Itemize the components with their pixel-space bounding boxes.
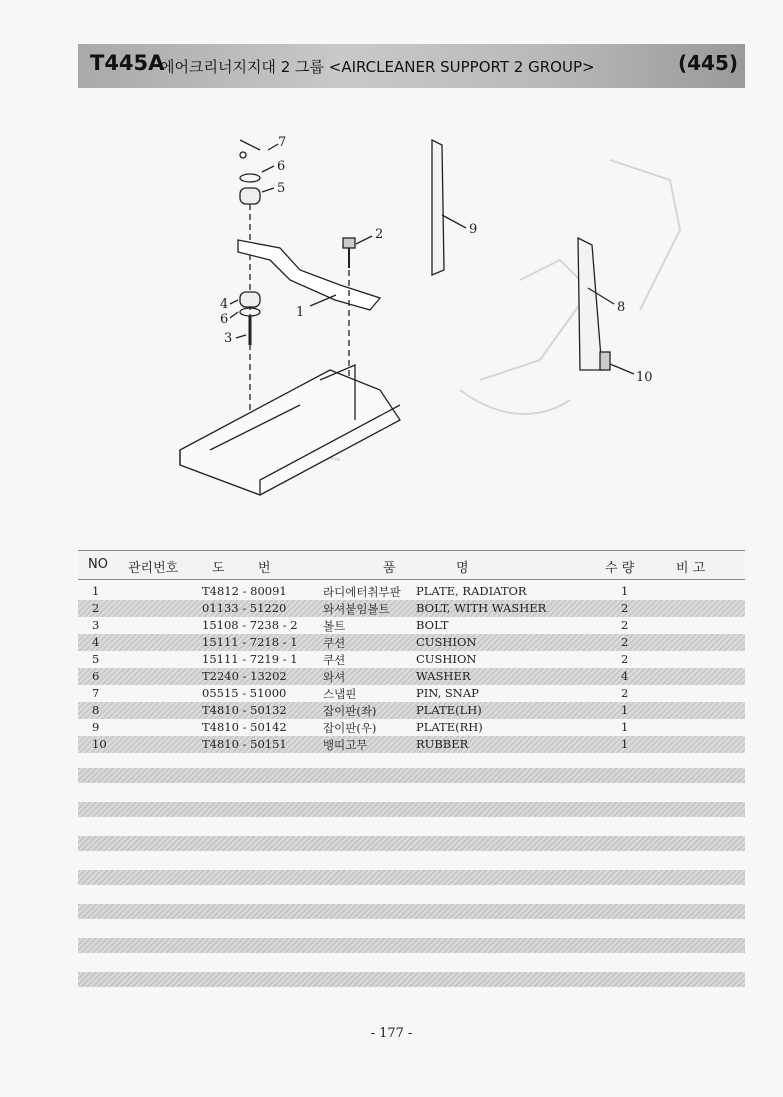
leader-2 — [356, 236, 372, 244]
korean-name: 잡이판(우) — [323, 721, 377, 735]
empty-band — [78, 904, 745, 919]
part-number: 15111 - 7219 - 1 — [202, 652, 298, 666]
washer-top-shape — [240, 174, 260, 182]
part-number: T4810 - 50142 — [202, 720, 287, 734]
empty-band — [78, 938, 745, 953]
korean-name: 잡이판(좌) — [323, 704, 377, 718]
leader-6-bottom — [230, 312, 238, 318]
english-name: PIN, SNAP — [416, 686, 479, 700]
cushion-bottom-shape — [240, 292, 260, 307]
quantity: 1 — [621, 737, 629, 751]
callout-9: 9 — [469, 222, 478, 237]
part-number: 05515 - 51000 — [202, 686, 287, 700]
korean-name: 쿠션 — [323, 653, 346, 667]
table-row — [78, 651, 745, 668]
part-number: 01133 - 51220 — [202, 601, 287, 615]
table-row — [78, 600, 745, 617]
header-no: NO — [88, 557, 108, 572]
frame-shape — [180, 370, 400, 495]
part-number: T4812 - 80091 — [202, 584, 287, 598]
korean-name: 스냅핀 — [323, 687, 357, 701]
english-name: CUSHION — [416, 652, 477, 666]
table-row — [78, 736, 745, 753]
callout-3: 3 — [224, 331, 233, 346]
snap-pin-ring — [240, 152, 246, 158]
english-name: PLATE, RADIATOR — [416, 584, 527, 598]
row-number: 5 — [92, 652, 100, 666]
row-number: 8 — [92, 703, 100, 717]
english-name: RUBBER — [416, 737, 469, 751]
leader-4 — [230, 300, 238, 304]
row-number: 10 — [92, 737, 107, 751]
leader-6-top — [262, 166, 274, 172]
row-number: 3 — [92, 618, 100, 632]
leader-1 — [310, 295, 336, 306]
header-quantity: 수 량 — [605, 561, 635, 576]
empty-band — [78, 972, 745, 987]
row-number: 9 — [92, 720, 100, 734]
header-name-2: 명 — [456, 561, 469, 576]
quantity: 2 — [621, 618, 629, 632]
english-name: WASHER — [416, 669, 471, 683]
empty-band — [78, 768, 745, 783]
page-title: 에어크리너지지대 2 그룹 <AIRCLEANER SUPPORT 2 GROUP> — [160, 58, 595, 76]
leader-9 — [442, 215, 466, 228]
part-number: T4810 - 50132 — [202, 703, 287, 717]
row-number: 2 — [92, 601, 100, 615]
leader-3 — [236, 335, 246, 338]
callout-6-bottom: 6 — [220, 312, 229, 327]
part-number: T4810 - 50151 — [202, 737, 287, 751]
leader-5 — [262, 188, 274, 192]
table-row — [78, 685, 745, 702]
empty-band — [78, 870, 745, 885]
group-code: T445A — [90, 51, 165, 75]
quantity: 1 — [621, 720, 629, 734]
table-row — [78, 583, 745, 600]
callout-6-top: 6 — [277, 159, 286, 174]
english-name: BOLT — [416, 618, 449, 632]
callout-7: 7 — [278, 135, 287, 150]
quantity: 2 — [621, 686, 629, 700]
row-number: 7 — [92, 686, 100, 700]
empty-band — [78, 836, 745, 851]
quantity: 1 — [621, 584, 629, 598]
korean-name: 와셔 — [323, 670, 346, 684]
korean-name: 쿠션 — [323, 636, 346, 650]
plate-lh-shape — [578, 238, 602, 370]
table-row — [78, 668, 745, 685]
table-row — [78, 719, 745, 736]
page-reference: (445) — [678, 51, 739, 75]
table-row — [78, 634, 745, 651]
plate-rh-shape — [432, 140, 444, 275]
header-drawing-1: 도 — [212, 561, 225, 576]
header-remark: 비 고 — [676, 561, 706, 576]
quantity: 2 — [621, 601, 629, 615]
rubber-shape — [600, 352, 610, 370]
empty-band — [78, 802, 745, 817]
korean-name: 와셔붙임볼트 — [323, 602, 390, 616]
snap-pin-shape — [240, 140, 260, 150]
english-name: CUSHION — [416, 635, 477, 649]
korean-name: 뱅띠고무 — [323, 738, 368, 752]
table-row — [78, 617, 745, 634]
leader-10 — [610, 364, 634, 374]
header-drawing-2: 번 — [258, 561, 271, 576]
part-number: 15108 - 7238 - 2 — [202, 618, 298, 632]
part-number: T2240 - 13202 — [202, 669, 287, 683]
exploded-parts-diagram — [140, 120, 740, 540]
callout-4: 4 — [220, 297, 229, 312]
header-name-1: 품 — [383, 561, 396, 576]
callout-1: 1 — [296, 305, 305, 320]
row-number: 1 — [92, 584, 100, 598]
quantity: 2 — [621, 635, 629, 649]
callout-2: 2 — [375, 227, 384, 242]
parts-table-header — [78, 550, 745, 580]
row-number: 6 — [92, 669, 100, 683]
leader-7 — [268, 144, 278, 150]
quantity: 4 — [621, 669, 629, 683]
quantity: 1 — [621, 703, 629, 717]
english-name: PLATE(RH) — [416, 720, 483, 734]
callout-5: 5 — [277, 181, 286, 196]
header-management-number: 관리번호 — [128, 561, 179, 576]
korean-name: 라디에터취부판 — [323, 585, 401, 599]
cushion-top-shape — [240, 188, 260, 204]
part-number: 15111 - 7218 - 1 — [202, 635, 298, 649]
english-name: PLATE(LH) — [416, 703, 482, 717]
row-number: 4 — [92, 635, 100, 649]
korean-name: 볼트 — [323, 619, 346, 633]
quantity: 2 — [621, 652, 629, 666]
english-name: BOLT, WITH WASHER — [416, 601, 547, 615]
callout-10: 10 — [636, 370, 653, 385]
washer-bolt-head — [343, 238, 355, 248]
page-number: - 177 - — [370, 1026, 413, 1041]
callout-8: 8 — [617, 300, 626, 315]
table-row — [78, 702, 745, 719]
